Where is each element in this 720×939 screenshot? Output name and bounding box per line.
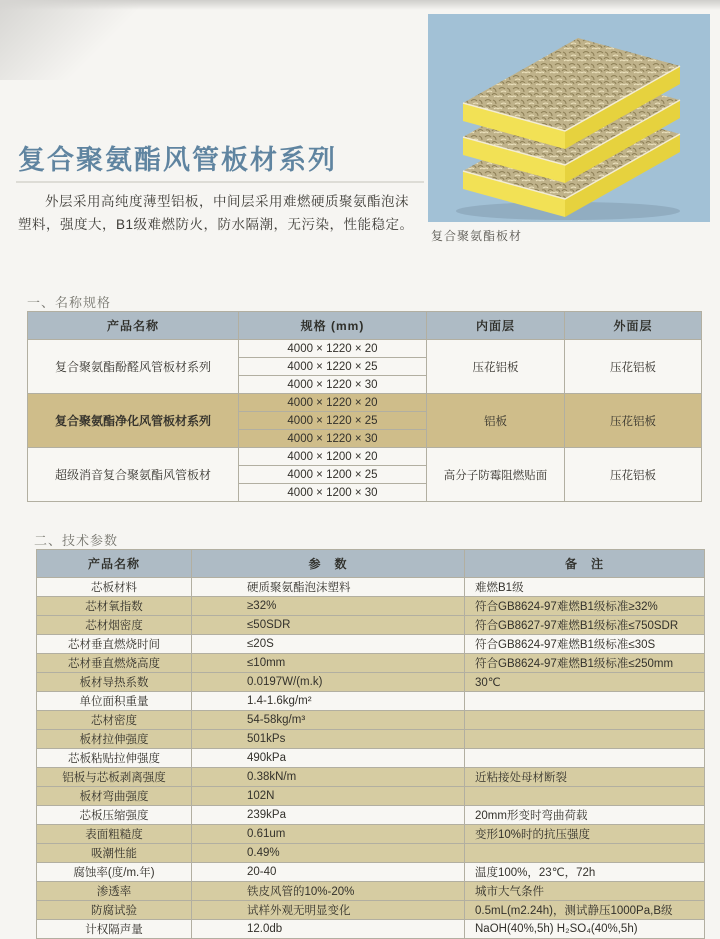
spec-size-cell: 4000 × 1200 × 20 (239, 448, 427, 466)
param-note-cell: 城市大气条件 (465, 882, 705, 901)
param-note-cell (465, 787, 705, 806)
param-row (37, 673, 705, 692)
param-note-cell: 难燃B1级 (465, 578, 705, 597)
param-value-cell: ≤20S (192, 635, 465, 654)
param-name-cell: 防腐试验 (37, 901, 192, 920)
param-header-product-name: 产品名称 (37, 550, 192, 578)
outer-layer-cell: 压花铝板 (565, 340, 702, 394)
param-value-cell: 0.38kN/m (192, 768, 465, 787)
spec-size-cell: 4000 × 1220 × 30 (239, 430, 427, 448)
param-table (36, 549, 705, 939)
param-value-cell: 1.4-1.6kg/m² (192, 692, 465, 711)
product-name-cell: 复合聚氨酯酚醛风管板材系列 (28, 340, 239, 394)
param-row (37, 578, 705, 597)
param-table-body (37, 578, 705, 939)
param-value-cell: ≥32% (192, 597, 465, 616)
param-row (37, 863, 705, 882)
spec-header-size: 规格 (mm) (239, 312, 427, 340)
param-note-cell: NaOH(40%,5h) H₂SO₄(40%,5h) (465, 920, 705, 939)
spec-size-cell: 4000 × 1220 × 20 (239, 340, 427, 358)
spec-size-cell: 4000 × 1220 × 25 (239, 358, 427, 376)
param-name-cell: 芯材氧指数 (37, 597, 192, 616)
param-value-cell: 试样外观无明显变化 (192, 901, 465, 920)
param-value-cell: 239kPa (192, 806, 465, 825)
param-name-cell: 板材导热系数 (37, 673, 192, 692)
param-note-cell: 符合GB8624-97难燃B1级标准≥32% (465, 597, 705, 616)
param-note-cell (465, 749, 705, 768)
page-title: 复合聚氨酯风管板材系列 (18, 145, 337, 175)
param-name-cell: 单位面积重量 (37, 692, 192, 711)
param-name-cell: 板材拉伸强度 (37, 730, 192, 749)
param-value-cell: 490kPa (192, 749, 465, 768)
title-divider (16, 181, 424, 183)
param-note-cell: 0.5mL(m2.24h)，测试静压1000Pa,B级 (465, 901, 705, 920)
spec-size-cell: 4000 × 1220 × 25 (239, 412, 427, 430)
param-name-cell: 板材弯曲强度 (37, 787, 192, 806)
param-note-cell (465, 730, 705, 749)
param-note-cell: 20mm形变时弯曲荷载 (465, 806, 705, 825)
param-table-header-row (37, 550, 705, 578)
param-note-cell: 30℃ (465, 673, 705, 692)
spec-size-cell: 4000 × 1220 × 20 (239, 394, 427, 412)
param-value-cell: 0.61um (192, 825, 465, 844)
param-row (37, 597, 705, 616)
product-photo-caption: 复合聚氨酯板材 (431, 229, 523, 243)
spec-size-cell: 4000 × 1220 × 30 (239, 376, 427, 394)
param-value-cell: ≤10mm (192, 654, 465, 673)
param-name-cell: 表面粗糙度 (37, 825, 192, 844)
section1-heading: 一、名称规格 (27, 295, 112, 310)
spec-row (28, 394, 702, 412)
param-row (37, 825, 705, 844)
param-value-cell: 54-58kg/m³ (192, 711, 465, 730)
spec-table (27, 311, 702, 502)
param-note-cell (465, 692, 705, 711)
spec-header-outer-layer: 外面层 (565, 312, 702, 340)
param-name-cell: 渗透率 (37, 882, 192, 901)
section2-heading: 二、技术参数 (34, 533, 119, 548)
outer-layer-cell: 压花铝板 (565, 394, 702, 448)
param-row (37, 749, 705, 768)
param-value-cell: 0.49% (192, 844, 465, 863)
param-row (37, 901, 705, 920)
param-value-cell: 铁皮风管的10%-20% (192, 882, 465, 901)
param-header-remark: 备 注 (465, 550, 705, 578)
spec-header-product-name: 产品名称 (28, 312, 239, 340)
param-note-cell (465, 844, 705, 863)
param-note-cell: 变形10%时的抗压强度 (465, 825, 705, 844)
product-name-cell: 超级消音复合聚氨酯风管板材 (28, 448, 239, 502)
param-value-cell: 102N (192, 787, 465, 806)
param-row (37, 711, 705, 730)
param-note-cell (465, 711, 705, 730)
panel-stack-illustration (428, 14, 710, 222)
param-row (37, 806, 705, 825)
param-header-parameter: 参 数 (192, 550, 465, 578)
product-photo (428, 14, 710, 222)
param-name-cell: 吸潮性能 (37, 844, 192, 863)
inner-layer-cell: 高分子防霉阻燃贴面 (427, 448, 565, 502)
param-name-cell: 芯材烟密度 (37, 616, 192, 635)
param-row (37, 844, 705, 863)
param-value-cell: 0.0197W/(m.k) (192, 673, 465, 692)
param-name-cell: 芯材垂直燃烧高度 (37, 654, 192, 673)
param-row (37, 882, 705, 901)
param-name-cell: 计权隔声量 (37, 920, 192, 939)
param-value-cell: 12.0db (192, 920, 465, 939)
outer-layer-cell: 压花铝板 (565, 448, 702, 502)
param-note-cell: 近粘接处母材断裂 (465, 768, 705, 787)
param-row (37, 654, 705, 673)
param-row (37, 692, 705, 711)
page-scan-corner (0, 0, 150, 80)
param-note-cell: 符合GB8624-97难燃B1级标准≤30S (465, 635, 705, 654)
intro-paragraph: 外层采用高纯度薄型铝板，中间层采用难燃硬质聚氨酯泡沫塑料，强度大，B1级难燃防火，防水隔潮，无污染，性能稳定。 (18, 194, 414, 232)
param-note-cell: 温度100%，23℃，72h (465, 863, 705, 882)
spec-table-body (28, 340, 702, 502)
param-row (37, 616, 705, 635)
param-name-cell: 芯材密度 (37, 711, 192, 730)
param-name-cell: 芯板压缩强度 (37, 806, 192, 825)
param-row (37, 787, 705, 806)
param-row (37, 635, 705, 654)
spec-table-header-row (28, 312, 702, 340)
param-value-cell: 硬质聚氨酯泡沫塑料 (192, 578, 465, 597)
param-value-cell: 501kPs (192, 730, 465, 749)
param-value-cell: 20-40 (192, 863, 465, 882)
spec-row (28, 448, 702, 466)
param-name-cell: 铝板与芯板剥离强度 (37, 768, 192, 787)
param-name-cell: 芯板粘贴拉伸强度 (37, 749, 192, 768)
spec-size-cell: 4000 × 1200 × 30 (239, 484, 427, 502)
param-name-cell: 腐蚀率(度/m.年) (37, 863, 192, 882)
spec-header-inner-layer: 内面层 (427, 312, 565, 340)
param-value-cell: ≤50SDR (192, 616, 465, 635)
param-row (37, 920, 705, 939)
param-note-cell: 符合GB8624-97难燃B1级标准≤250mm (465, 654, 705, 673)
spec-size-cell: 4000 × 1200 × 25 (239, 466, 427, 484)
param-note-cell: 符合GB8627-97难燃B1级标准≤750SDR (465, 616, 705, 635)
param-name-cell: 芯板材料 (37, 578, 192, 597)
spec-row (28, 340, 702, 358)
inner-layer-cell: 铝板 (427, 394, 565, 448)
param-name-cell: 芯材垂直燃烧时间 (37, 635, 192, 654)
param-row (37, 730, 705, 749)
product-name-cell: 复合聚氨酯净化风管板材系列 (28, 394, 239, 448)
param-row (37, 768, 705, 787)
inner-layer-cell: 压花铝板 (427, 340, 565, 394)
